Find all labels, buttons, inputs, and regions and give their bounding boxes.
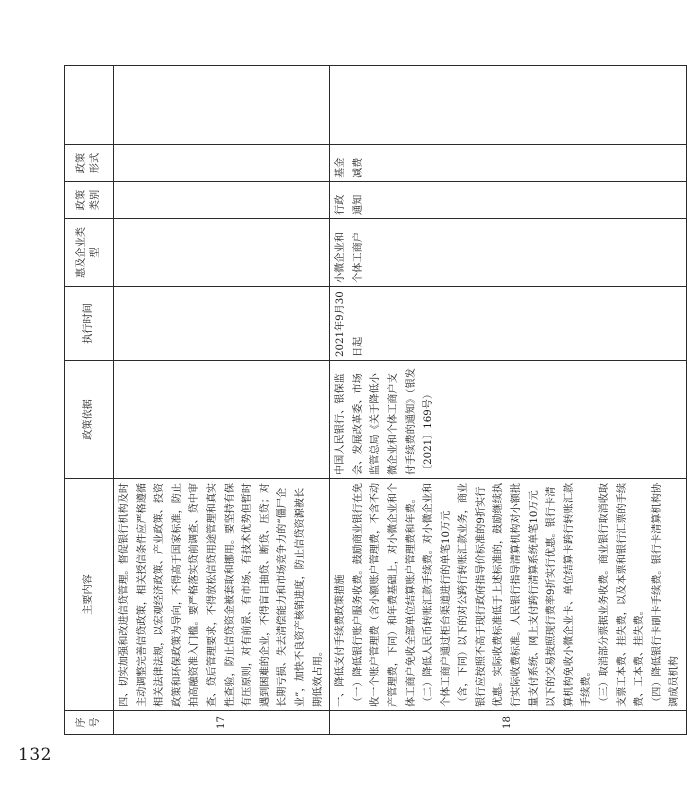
main-content-item: （四）降低银行卡刷卡手续费。银行卡清算机构协调成员机构 <box>651 482 681 707</box>
header-target: 惠及企业类型 <box>65 219 114 287</box>
table-row <box>114 66 330 735</box>
main-content-item: （三）取消部分票据业务收费。商业银行取消收取支票工本费、挂失费，以及本票和银行汇票的手续费、工本费、挂失费。 <box>599 482 646 707</box>
header-main: 主要内容 <box>65 479 114 711</box>
policy-category-cell <box>114 182 330 219</box>
table-row <box>330 66 687 735</box>
beneficiary-type-cell <box>114 219 330 287</box>
table-header-row <box>65 66 114 735</box>
policy-table <box>64 65 687 735</box>
main-content-item: （二）降低人民币转账汇款手续费。对小微企业和个体工商户通过柜台渠道进行的单笔10万元（含，下同）以下的对公跨行转账汇款业务，商业银行应按照不高于现行政府指导价标准的9折实行优惠。实际收费标准低于上述标准的，鼓励继续执行实际收费标准。人民银行指导清算机构对小额批量支付系统、网上支付跨行清算系统单笔10万元以下的交易按照现行费率9折实行优惠。银行卡清算机构免收小微企业卡、单位结算卡跨行转账汇款手续费。 <box>423 482 593 707</box>
page-number: 132 <box>18 745 52 765</box>
row-number: 18 <box>330 711 687 735</box>
policy-basis-cell <box>114 361 330 479</box>
main-content-item: （一）降低银行账户服务收费。鼓励商业银行在免收一个账户管理费（含小额账户管理费，不含不动产管理费，下同）和年费基础上，对小微企业和个体工商户免收全部单位结算账户管理费和年费。 <box>352 482 417 707</box>
main-content-text: 四、切实加强和改进信贷管理。督促银行机构及时主动调整完善信贷政策，相关授信条件应严格遵循相关法律法规，以宏观经济政策、产业政策、投资政策和环保政策为导向，不得高于国家标准，防止拍高融资准入门槛。要严格落实贷前调查、贷中审查、贷后管理要求，不得放松信贷用途管理和真实性查验，防止信贷资金被套取和挪用。要坚持有保有压原则，对有前景、有市场、有技术优势但暂时遇到困难的企业，不得盲目抽贷、断贷、压贷；对长期亏损、失去清偿能力和市场竞争力的“僵尸企业”，加快不良资产核销进度，防止信贷资源被长期低效占用。 <box>119 482 324 707</box>
extra-cell <box>114 66 330 145</box>
header-form: 政策形式 <box>65 145 114 182</box>
main-content-cell <box>330 479 687 711</box>
header-no: 序号 <box>65 711 114 735</box>
beneficiary-type-cell: 小微企业和个体工商户 <box>330 219 687 287</box>
row-number: 17 <box>114 711 330 735</box>
execution-time-cell <box>114 287 330 361</box>
main-content-cell <box>114 479 330 711</box>
extra-cell <box>330 66 687 145</box>
header-time: 执行时间 <box>65 287 114 361</box>
policy-category-cell: 行政通知 <box>330 182 687 219</box>
policy-form-cell <box>114 145 330 182</box>
header-type: 政策类别 <box>65 182 114 219</box>
policy-basis-cell: 中国人民银行、银保监会、发展改革委、市场监管总局《关于降低小微企业和个体工商户支付手续费的通知》（银发〔2021〕169号） <box>330 361 687 479</box>
execution-time-cell: 2021年9月30日起 <box>330 287 687 361</box>
header-extra <box>65 66 114 145</box>
header-basis: 政策依据 <box>65 361 114 479</box>
rotated-table-container <box>64 65 681 735</box>
main-content-title: 一、降低支付手续费政策措施 <box>335 574 347 707</box>
policy-form-cell: 基金减费 <box>330 145 687 182</box>
